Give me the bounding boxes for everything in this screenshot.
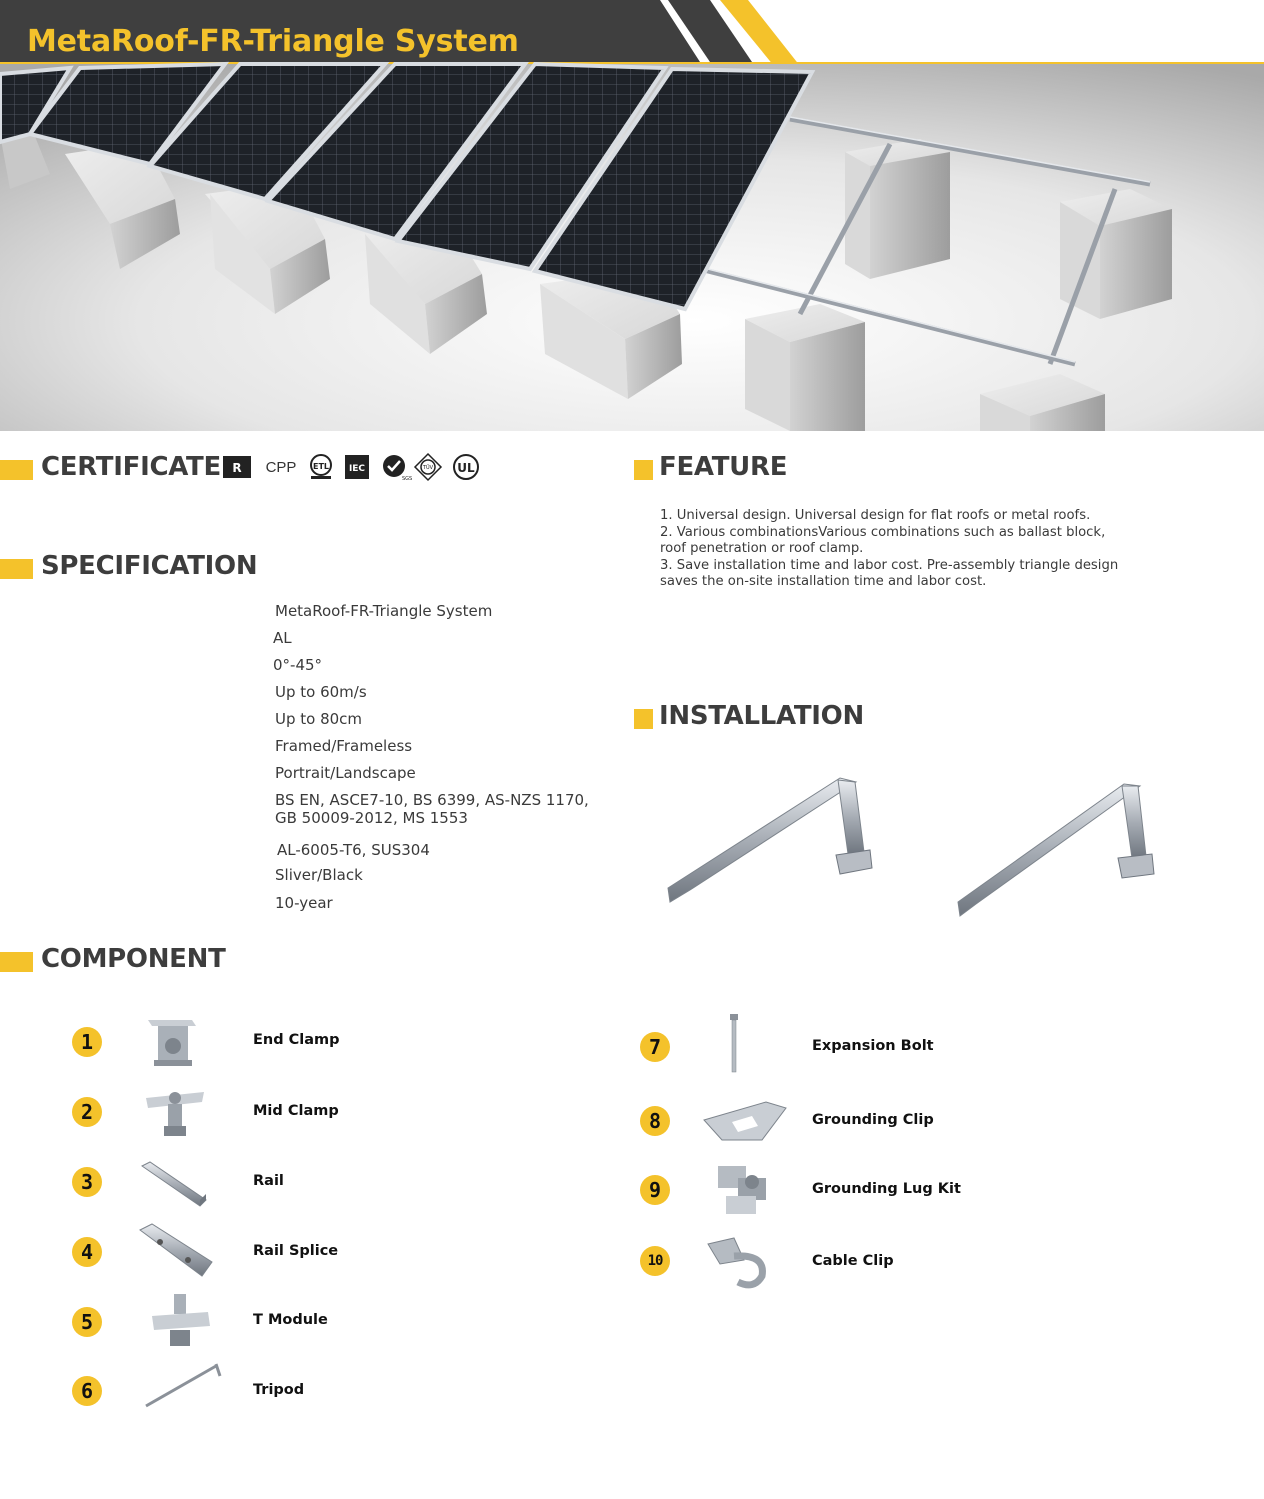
spec-value: AL bbox=[273, 629, 292, 647]
spec-value: AL-6005-T6, SUS304 bbox=[277, 841, 430, 859]
spec-value: 0°-45° bbox=[273, 656, 323, 674]
spec-value: BS EN, ASCE7-10, BS 6399, AS-NZS 1170, GB 50009-2012, MS 1553 bbox=[275, 791, 589, 827]
feature-item: 3. Save installation time and labor cost. Pre-assembly triangle design saves the on-site installation time and labor cost. bbox=[660, 557, 1119, 590]
component-item bbox=[72, 1152, 492, 1212]
spec-row bbox=[0, 791, 620, 835]
svg-text:R: R bbox=[232, 461, 242, 475]
spec-row bbox=[0, 710, 620, 736]
component-number-badge: 10 bbox=[640, 1246, 670, 1276]
component-item bbox=[640, 1014, 1060, 1074]
component-label: Mid Clamp bbox=[253, 1103, 339, 1119]
svg-text:UL: UL bbox=[457, 461, 475, 475]
page-title: MetaRoof-FR-Triangle System bbox=[27, 24, 519, 59]
svg-text:SGS: SGS bbox=[402, 476, 413, 482]
spec-value: Up to 60m/s bbox=[275, 683, 367, 701]
heading-accent-bar bbox=[634, 460, 653, 480]
component-number-badge: 6 bbox=[72, 1376, 102, 1406]
spec-value: 10-year bbox=[275, 894, 333, 912]
tripod-icon bbox=[142, 1360, 226, 1412]
component-label: End Clamp bbox=[253, 1032, 340, 1048]
svg-text:ETL: ETL bbox=[312, 462, 330, 471]
mid-clamp-icon bbox=[144, 1082, 206, 1142]
spec-row bbox=[0, 866, 620, 892]
component-section-heading bbox=[0, 944, 240, 974]
spec-row bbox=[0, 683, 620, 709]
component-number-badge: 8 bbox=[640, 1106, 670, 1136]
heading-accent-bar bbox=[0, 952, 33, 972]
specification-section-heading bbox=[0, 551, 258, 581]
spec-value: Portrait/Landscape bbox=[275, 764, 416, 782]
component-label: Rail bbox=[253, 1173, 284, 1189]
component-number-badge: 5 bbox=[72, 1307, 102, 1337]
spec-row bbox=[0, 629, 620, 655]
feature-item: 2. Various combinationsVarious combinations such as ballast block, roof penetration or roof clamp. bbox=[660, 524, 1106, 557]
heading-accent-bar bbox=[634, 709, 653, 729]
component-number-badge: 7 bbox=[640, 1032, 670, 1062]
grounding-clip-icon bbox=[702, 1096, 788, 1146]
component-number-badge: 9 bbox=[640, 1175, 670, 1205]
tuv-sud-icon bbox=[414, 452, 442, 482]
component-label: Cable Clip bbox=[812, 1253, 894, 1269]
spec-row bbox=[0, 602, 620, 628]
rail-splice-icon bbox=[138, 1222, 214, 1280]
component-item bbox=[72, 1360, 492, 1420]
component-item bbox=[72, 1012, 492, 1072]
component-item bbox=[72, 1082, 492, 1142]
component-item bbox=[72, 1222, 492, 1282]
cpp-icon: CPP bbox=[265, 458, 297, 476]
triangle-bracket-portrait-icon bbox=[668, 778, 872, 902]
installation-heading: INSTALLATION bbox=[659, 701, 864, 731]
rail-icon bbox=[140, 1160, 210, 1210]
component-label: T Module bbox=[253, 1312, 328, 1328]
heading-accent-bar bbox=[0, 460, 33, 480]
component-label: Grounding Clip bbox=[812, 1112, 934, 1128]
certificate-heading: CERTIFICATE bbox=[41, 452, 221, 482]
component-number-badge: 1 bbox=[72, 1027, 102, 1057]
spec-value: Up to 80cm bbox=[275, 710, 363, 728]
sgs-icon bbox=[380, 452, 413, 482]
ul-icon bbox=[452, 452, 480, 482]
spec-value: Sliver/Black bbox=[275, 866, 363, 884]
spec-value: MetaRoof-FR-Triangle System bbox=[275, 602, 493, 620]
feature-section-heading bbox=[634, 452, 834, 482]
tuv-rheinland-icon bbox=[222, 452, 252, 482]
certificate-section-heading bbox=[0, 452, 221, 482]
component-item bbox=[640, 1232, 1060, 1292]
feature-item: 1. Universal design. Universal design for flat roofs or metal roofs. bbox=[660, 508, 1091, 523]
component-number-badge: 2 bbox=[72, 1097, 102, 1127]
component-label: Tripod bbox=[253, 1382, 305, 1398]
feature-list bbox=[660, 508, 1130, 591]
spec-row bbox=[0, 839, 620, 865]
installation-triangle-brackets bbox=[660, 770, 1180, 920]
grounding-lug-kit-icon bbox=[712, 1160, 772, 1220]
specification-heading: SPECIFICATION bbox=[41, 551, 258, 581]
feature-heading: FEATURE bbox=[659, 452, 788, 482]
cable-clip-icon bbox=[704, 1236, 770, 1292]
component-label: Rail Splice bbox=[253, 1243, 339, 1259]
expansion-bolt-icon bbox=[724, 1014, 744, 1074]
spec-row bbox=[0, 894, 620, 920]
installation-section-heading bbox=[634, 701, 874, 731]
component-number-badge: 3 bbox=[72, 1167, 102, 1197]
header-banner bbox=[0, 0, 1264, 70]
iec-icon bbox=[344, 452, 370, 482]
etl-intertek-icon bbox=[308, 452, 334, 482]
t-module-icon bbox=[150, 1292, 212, 1352]
spec-row bbox=[0, 764, 620, 790]
spec-row bbox=[0, 656, 620, 682]
component-label: Expansion Bolt bbox=[812, 1038, 934, 1054]
end-clamp-icon bbox=[144, 1012, 204, 1072]
component-item bbox=[72, 1292, 492, 1352]
heading-accent-bar bbox=[0, 559, 33, 579]
component-number-badge: 4 bbox=[72, 1237, 102, 1267]
svg-text:IEC: IEC bbox=[348, 464, 366, 474]
hero-system-illustration bbox=[0, 64, 1264, 431]
component-item bbox=[640, 1160, 1060, 1220]
triangle-bracket-landscape-icon bbox=[958, 784, 1154, 916]
svg-text:TÜV: TÜV bbox=[422, 465, 434, 471]
component-heading: COMPONENT bbox=[41, 944, 226, 974]
spec-value: Framed/Frameless bbox=[275, 737, 413, 755]
component-label: Grounding Lug Kit bbox=[812, 1181, 961, 1197]
component-item bbox=[640, 1092, 1060, 1152]
spec-row bbox=[0, 737, 620, 763]
